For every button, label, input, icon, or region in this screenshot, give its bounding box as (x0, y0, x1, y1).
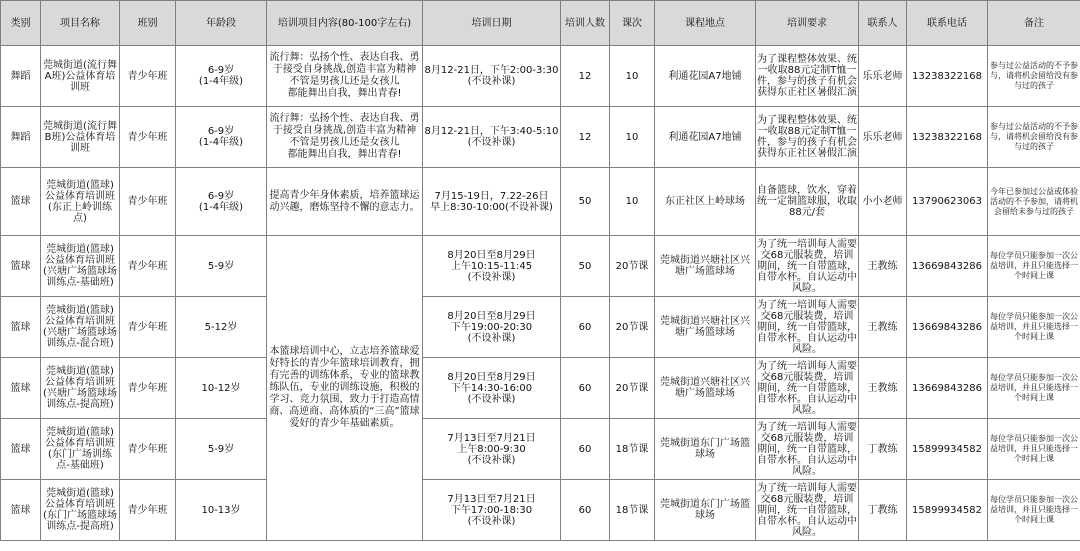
cell-age: 5-9岁 (176, 236, 267, 297)
cell-date: 7月13日至7月21日 下午17:00-18:30 (不设补课) (423, 480, 561, 541)
cell-location: 东正社区上岭球场 (655, 168, 756, 236)
cell-class: 青少年班 (120, 46, 176, 107)
cell-content: 流行舞：弘扬个性、表达自我、勇于接受自身挑战,创造丰富为精神 不管是男孩儿还是女孩儿 都能舞出自我，舞出青春! (267, 46, 423, 107)
cell-date: 8月12-21日，下午3:40-5:10 (不设补课) (423, 107, 561, 168)
cell-sessions: 20节课 (610, 236, 655, 297)
header-row (1, 1, 1080, 46)
header-location: 课程地点 (655, 1, 756, 46)
cell-location: 莞城街道兴塘社区兴塘广场篮球场 (655, 358, 756, 419)
cell-requirement: 为了课程整体效果、统一收取88元定制T恤一件，参与的孩子有机会获得东正社区暑假汇演 (756, 107, 859, 168)
cell-location: 莞城街道东门广场篮球场 (655, 480, 756, 541)
table-row (1, 419, 1080, 480)
header-contact: 联系人 (859, 1, 907, 46)
cell-class: 青少年班 (120, 297, 176, 358)
cell-location: 利通花园A7地铺 (655, 46, 756, 107)
cell-note: 今年已参加过公益或体验活动的不予参加，请将机会留给未参与过的孩子 (988, 168, 1080, 236)
cell-class: 青少年班 (120, 168, 176, 236)
cell-date: 8月20日至8月29日 下午19:00-20:30 (不设补课) (423, 297, 561, 358)
cell-project-name: 莞城街道(篮球)公益体育培训班(兴塘广场篮球场训练点-混合班) (41, 297, 120, 358)
cell-contact: 王教练 (859, 297, 907, 358)
cell-phone: 15899934582 (907, 480, 988, 541)
cell-requirement: 为了统一培训每人需要交68元服装费，培训期间，统一自带篮球，自带水杯。自认运动中风险。 (756, 419, 859, 480)
cell-requirement: 为了统一培训每人需要交68元服装费，培训期间，统一自带篮球，自带水杯。自认运动中风险。 (756, 358, 859, 419)
cell-project-name: 莞城街道(篮球)公益体育培训班(兴塘广场篮球场训练点-提高班) (41, 358, 120, 419)
cell-requirement: 自备篮球，饮水，穿着统一定制篮球服，收取88元/套 (756, 168, 859, 236)
cell-location: 莞城街道兴塘社区兴塘广场篮球场 (655, 236, 756, 297)
cell-count: 12 (561, 46, 610, 107)
cell-project-name: 莞城街道(篮球)公益体育培训班(东门广场篮球场训练点-提高班) (41, 480, 120, 541)
cell-phone: 13669843286 (907, 236, 988, 297)
cell-merged-content: 本篮球培训中心，立志培养篮球爱好特长的青少年篮球培训教育，拥有完善的训练体系，专业的篮球教练队伍，专业的训练设施，积极的学习、竞力氛围，致力于打造高情商、高逆商、高体质的“三高”篮球爱好的青少年基础素质。 (267, 236, 423, 541)
cell-sessions: 18节课 (610, 480, 655, 541)
cell-content: 提高青少年身体素质，培养篮球运动兴趣，磨炼坚持不懈的意志力。 (267, 168, 423, 236)
cell-category: 篮球 (1, 480, 41, 541)
cell-contact: 乐乐老师 (859, 46, 907, 107)
table-row (1, 46, 1080, 107)
cell-requirement: 为了统一培训每人需要交68元服装费，培训期间，统一自带篮球，自带水杯。自认运动中风险。 (756, 480, 859, 541)
cell-phone: 13238322168 (907, 107, 988, 168)
cell-date: 7月13日至7月21日 上午8:00-9:30 (不设补课) (423, 419, 561, 480)
header-category: 类别 (1, 1, 41, 46)
cell-project-name: 莞城街道(流行舞B班)公益体育培训班 (41, 107, 120, 168)
cell-phone: 13669843286 (907, 297, 988, 358)
cell-location: 莞城街道东门广场篮球场 (655, 419, 756, 480)
cell-phone: 13790623063 (907, 168, 988, 236)
cell-category: 篮球 (1, 419, 41, 480)
cell-note: 每位学员只能参加一次公益培训，并且只能选择一个时间上课 (988, 358, 1080, 419)
cell-contact: 王教练 (859, 358, 907, 419)
header-sessions: 课次 (610, 1, 655, 46)
cell-project-name: 莞城街道(篮球)公益体育培训班(兴塘广场篮球场训练点-基础班) (41, 236, 120, 297)
cell-age: 10-13岁 (176, 480, 267, 541)
cell-category: 舞蹈 (1, 46, 41, 107)
cell-date: 8月20日至8月29日 下午14:30-16:00 (不设补课) (423, 358, 561, 419)
cell-age: 6-9岁 (1-4年级) (176, 168, 267, 236)
cell-requirement: 为了统一培训每人需要交68元服装费，培训期间，统一自带篮球，自带水杯。自认运动中风险。 (756, 297, 859, 358)
cell-sessions: 10 (610, 107, 655, 168)
cell-phone: 13238322168 (907, 46, 988, 107)
cell-count: 60 (561, 480, 610, 541)
table-row (1, 297, 1080, 358)
cell-count: 60 (561, 297, 610, 358)
cell-date: 7月15-19日，7.22-26日 早上8:30-10:00(不设补课) (423, 168, 561, 236)
cell-date: 8月12-21日，下午2:00-3:30 (不设补课) (423, 46, 561, 107)
cell-requirement: 为了课程整体效果、统一收取88元定制T恤一件，参与的孩子有机会获得东正社区暑假汇演 (756, 46, 859, 107)
cell-count: 50 (561, 236, 610, 297)
cell-location: 利通花园A7地铺 (655, 107, 756, 168)
cell-age: 6-9岁 (1-4年级) (176, 46, 267, 107)
cell-date: 8月20日至8月29日 上午10:15-11:45 (不设补课) (423, 236, 561, 297)
table-body (1, 46, 1080, 541)
cell-sessions: 10 (610, 46, 655, 107)
table-row (1, 358, 1080, 419)
cell-note: 每位学员只能参加一次公益培训，并且只能选择一个时间上课 (988, 297, 1080, 358)
cell-class: 青少年班 (120, 236, 176, 297)
cell-project-name: 莞城街道(流行舞A班)公益体育培训班 (41, 46, 120, 107)
cell-note: 每位学员只能参加一次公益培训，并且只能选择一个时间上课 (988, 419, 1080, 480)
cell-class: 青少年班 (120, 480, 176, 541)
cell-contact: 王教练 (859, 236, 907, 297)
cell-requirement: 为了统一培训每人需要交68元服装费，培训期间，统一自带篮球，自带水杯。自认运动中风险。 (756, 236, 859, 297)
cell-note: 参与过公益活动的不予参与，请将机会留给没有参与过的孩子 (988, 46, 1080, 107)
cell-count: 12 (561, 107, 610, 168)
cell-contact: 丁教练 (859, 480, 907, 541)
cell-note: 参与过公益活动的不予参与，请将机会留给没有参与过的孩子 (988, 107, 1080, 168)
cell-note: 每位学员只能参加一次公益培训，并且只能选择一个时间上课 (988, 236, 1080, 297)
cell-age: 10-12岁 (176, 358, 267, 419)
cell-category: 篮球 (1, 168, 41, 236)
cell-age: 6-9岁 (1-4年级) (176, 107, 267, 168)
header-content: 培训项目内容(80-100字左右) (267, 1, 423, 46)
cell-class: 青少年班 (120, 358, 176, 419)
cell-phone: 13669843286 (907, 358, 988, 419)
cell-content: 流行舞：弘扬个性、表达自我、勇于接受自身挑战,创造丰富为精神 不管是男孩儿还是女孩儿 都能舞出自我，舞出青春! (267, 107, 423, 168)
cell-class: 青少年班 (120, 107, 176, 168)
table-row (1, 236, 1080, 297)
header-project-name: 项目名称 (41, 1, 120, 46)
cell-sessions: 10 (610, 168, 655, 236)
cell-category: 篮球 (1, 236, 41, 297)
cell-note: 每位学员只能参加一次公益培训，并且只能选择一个时间上课 (988, 480, 1080, 541)
cell-age: 5-9岁 (176, 419, 267, 480)
cell-category: 舞蹈 (1, 107, 41, 168)
header-phone: 联系电话 (907, 1, 988, 46)
cell-contact: 小小老师 (859, 168, 907, 236)
header-note: 备注 (988, 1, 1080, 46)
cell-count: 60 (561, 358, 610, 419)
cell-age: 5-12岁 (176, 297, 267, 358)
header-age: 年龄段 (176, 1, 267, 46)
header-count: 培训人数 (561, 1, 610, 46)
header-class: 班别 (120, 1, 176, 46)
cell-count: 60 (561, 419, 610, 480)
header-requirement: 培训要求 (756, 1, 859, 46)
header-date: 培训日期 (423, 1, 561, 46)
cell-contact: 丁教练 (859, 419, 907, 480)
cell-project-name: 莞城街道(篮球)公益体育培训班(东门广场训练点-基础班) (41, 419, 120, 480)
cell-location: 莞城街道兴塘社区兴塘广场篮球场 (655, 297, 756, 358)
cell-sessions: 20节课 (610, 358, 655, 419)
cell-count: 50 (561, 168, 610, 236)
cell-phone: 15899934582 (907, 419, 988, 480)
cell-project-name: 莞城街道(篮球)公益体育培训班(东正上岭训练点) (41, 168, 120, 236)
cell-sessions: 18节课 (610, 419, 655, 480)
cell-category: 篮球 (1, 297, 41, 358)
cell-sessions: 20节课 (610, 297, 655, 358)
cell-category: 篮球 (1, 358, 41, 419)
table-row (1, 168, 1080, 236)
table-row (1, 480, 1080, 541)
cell-contact: 乐乐老师 (859, 107, 907, 168)
cell-class: 青少年班 (120, 419, 176, 480)
table-row (1, 107, 1080, 168)
